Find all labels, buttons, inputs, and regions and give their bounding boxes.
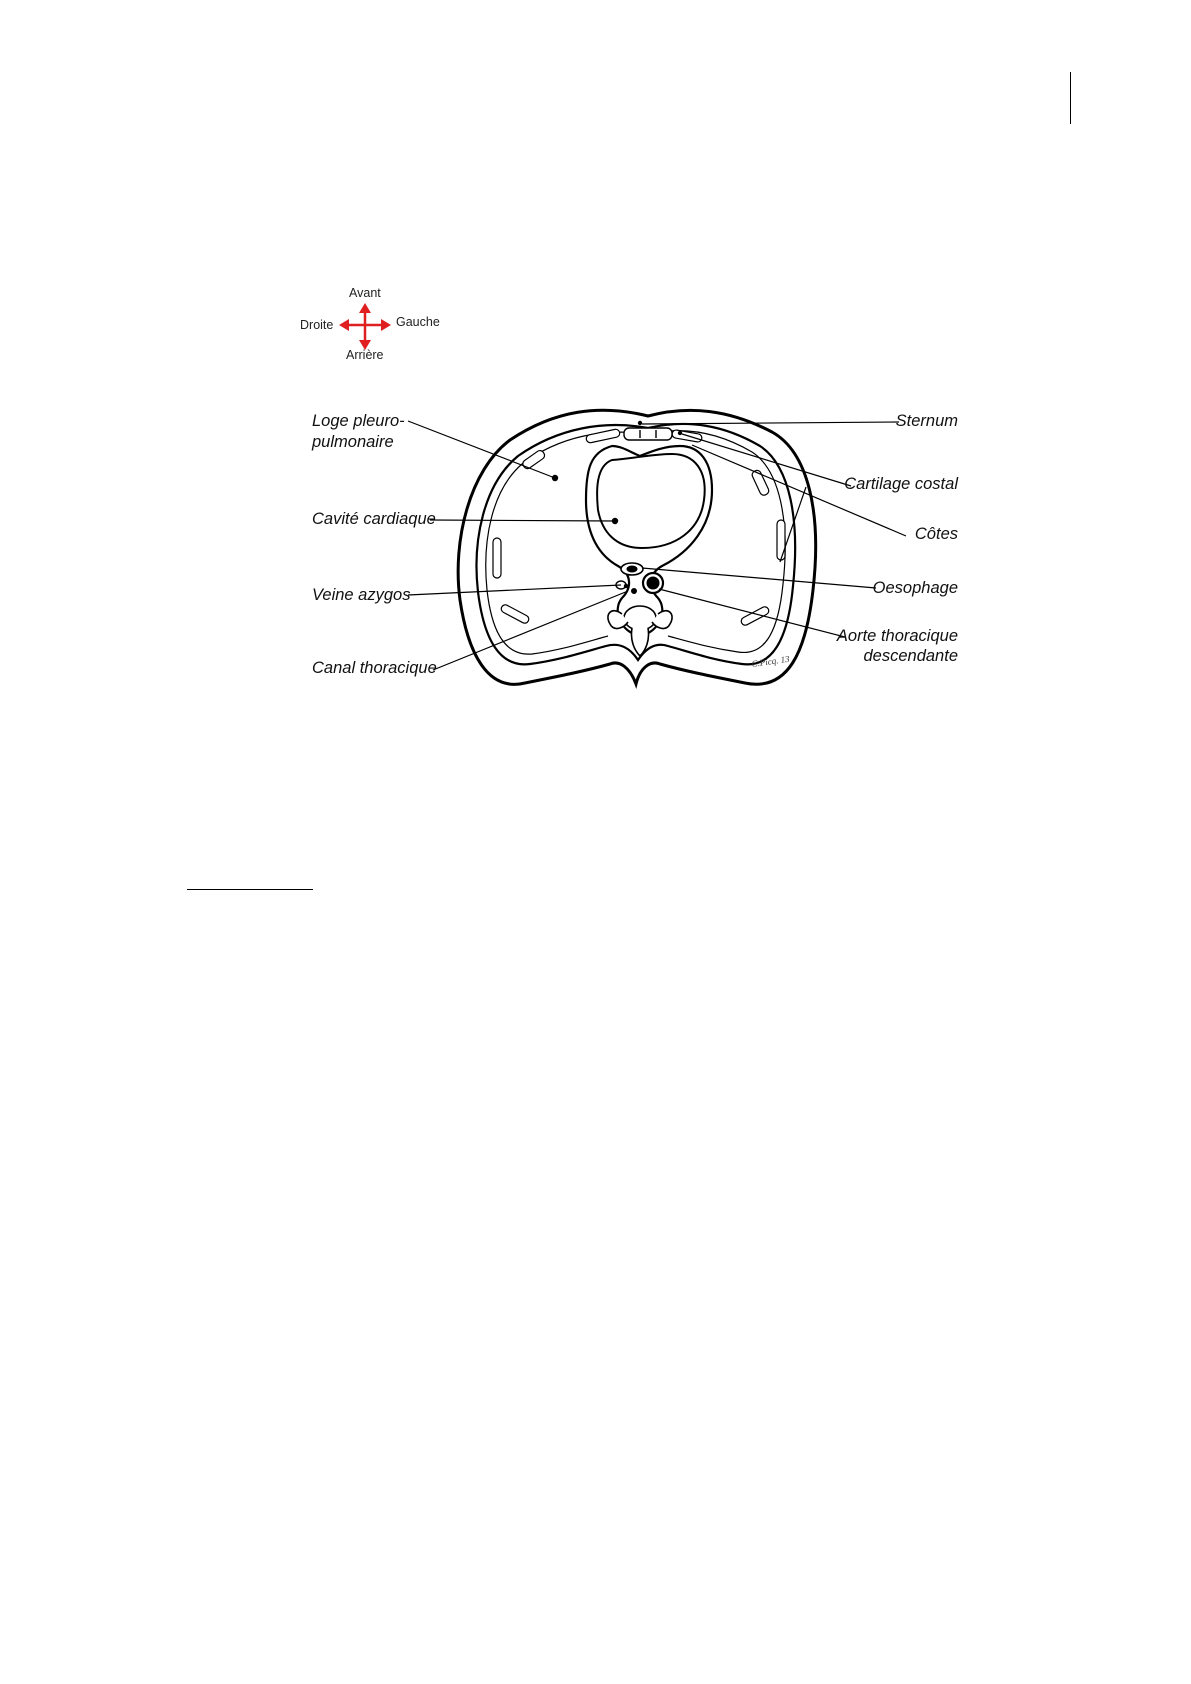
compass-arrows-icon — [339, 303, 391, 350]
sternum-shape — [624, 428, 672, 440]
compass-back-label: Arrière — [346, 348, 384, 362]
label-pleural-space-line1: Loge pleuro- — [312, 412, 405, 430]
label-cardiac-cavity: Cavité cardiaque — [312, 510, 436, 528]
label-sternum: Sternum — [895, 412, 958, 430]
artist-signature-icon: C.Picq. 13 — [750, 653, 791, 669]
label-thoracic-duct: Canal thoracique — [312, 659, 437, 677]
compass-right-label: Droite — [300, 318, 334, 332]
cardiac-cavity-shape — [597, 454, 705, 548]
vertebra-shape — [608, 606, 672, 656]
label-pleural-space-line2: pulmonaire — [312, 433, 394, 451]
footnote-separator — [187, 889, 313, 890]
compass-front-label: Avant — [349, 286, 381, 300]
label-aorta-line2: descendante — [863, 647, 958, 665]
compass-left-label: Gauche — [396, 315, 440, 329]
rib-segments — [493, 429, 785, 627]
label-oesophagus: Oesophage — [872, 579, 958, 597]
mediastinal-structures — [616, 563, 663, 594]
label-azygos-vein: Veine azygos — [312, 586, 411, 604]
leader-lines — [408, 421, 906, 670]
label-aorta-line1: Aorte thoracique — [836, 627, 958, 645]
label-ribs: Côtes — [914, 525, 958, 543]
label-costal-cartilage: Cartilage costal — [844, 475, 958, 493]
